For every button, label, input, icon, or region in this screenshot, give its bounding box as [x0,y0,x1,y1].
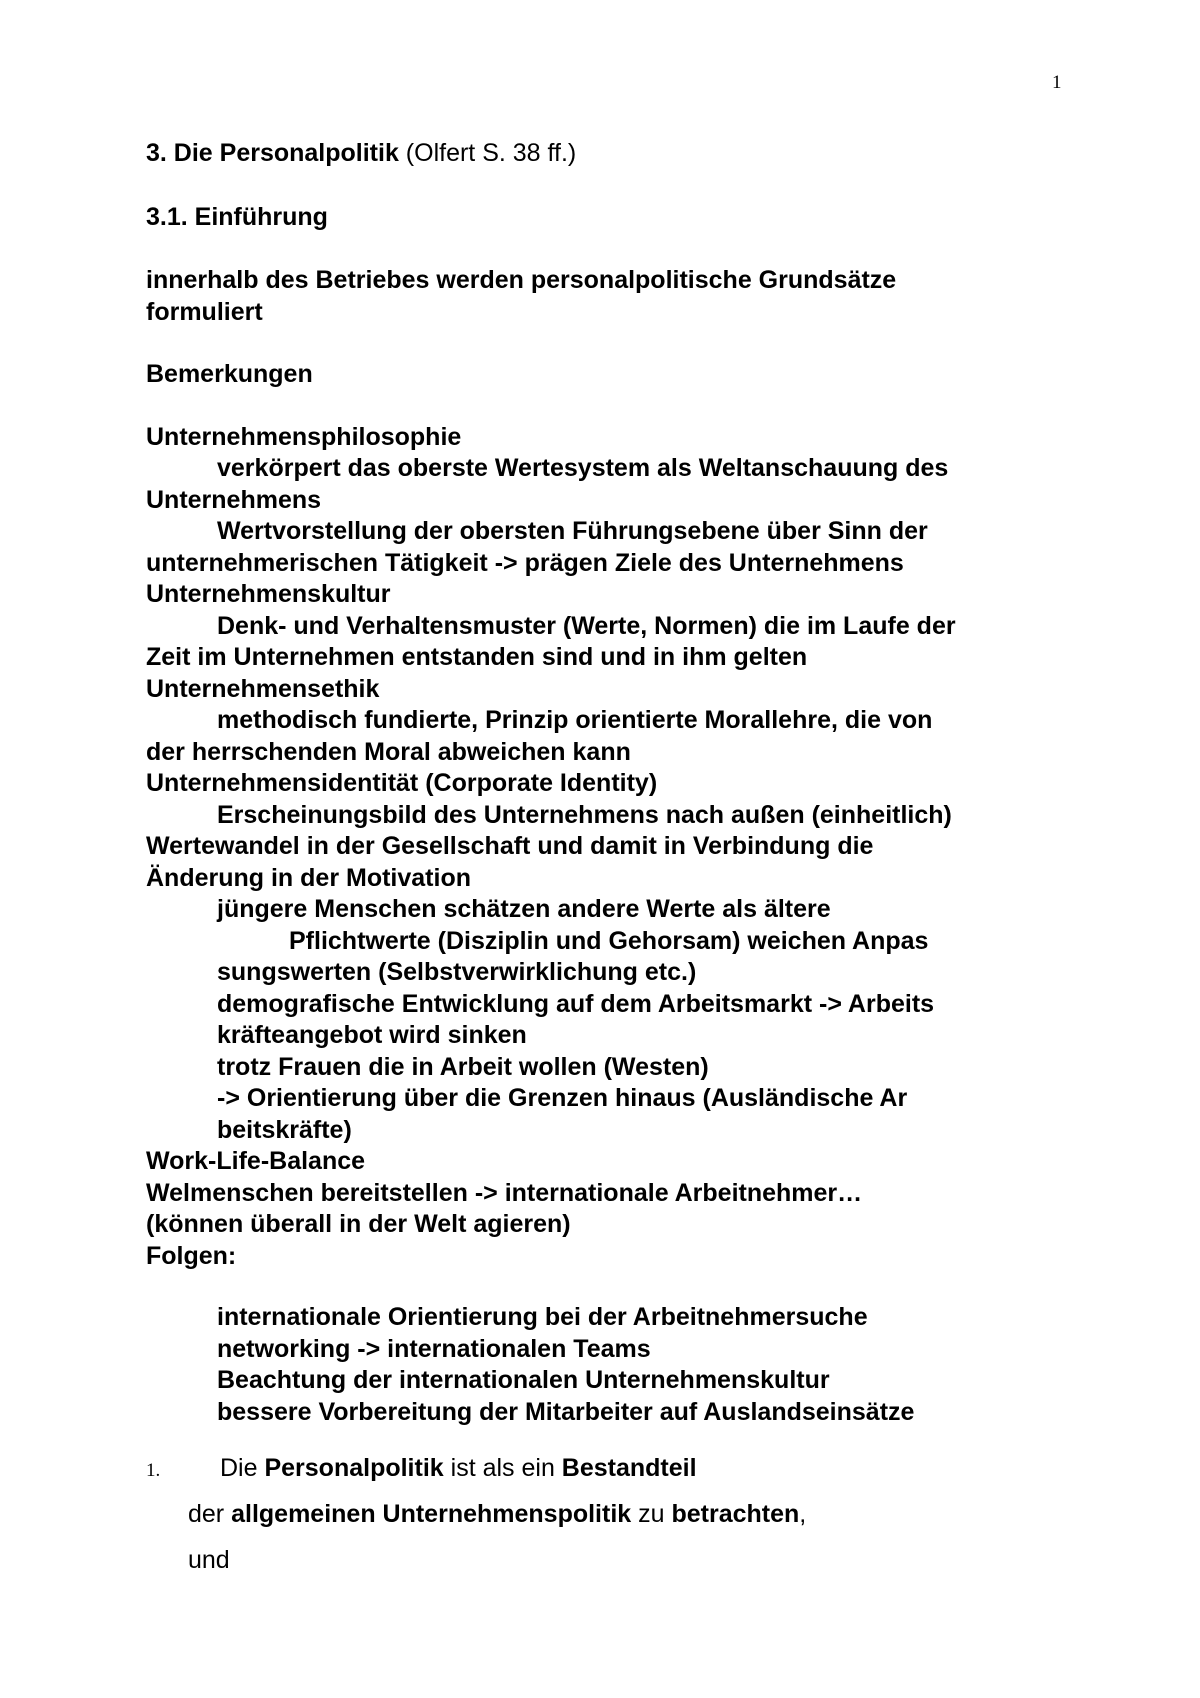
body-line: Unternehmenskultur [146,580,391,608]
body-line: (können überall in der Welt agieren) [146,1210,571,1238]
body-line: der herrschenden Moral abweichen kann [146,737,631,766]
body-line: Zeit im Unternehmen entstanden sind und in ihm gelten [146,643,808,671]
intro-line-1: innerhalb des Betriebes werden personalpolitische Grundsätze [146,266,897,294]
consequence-item: bessere Vorbereitung der Mitarbeiter auf Auslandseinsätze [217,1397,915,1426]
body-line: beitskräfte) [217,1115,352,1144]
body-line: sungswerten (Selbstverwirklichung etc.) [217,958,697,986]
text-run: der [188,1500,232,1528]
body-line: Wertvorstellung der obersten Führungsebene über Sinn der [217,517,928,545]
text-run: Die [220,1454,265,1482]
body-line: kräfteangebot wird sinken [217,1021,527,1049]
text-run: ist als ein [443,1454,562,1482]
consequence-item: networking -> internationalen Teams [217,1334,651,1363]
list-item-text [220,1454,697,1483]
text-run-bold: allgemeinen Unternehmenspolitik [231,1500,632,1528]
list-item-continuation [146,1500,1106,1546]
body-line: Denk- und Verhaltensmuster (Werte, Normen) die im Laufe der [217,611,956,640]
body-line: unternehmerischen Tätigkeit -> prägen Ziele des Unternehmens [146,548,904,577]
section-heading-title: 3. Die Personalpolitik [146,139,399,167]
text-run: zu [631,1500,672,1528]
intro-line-2: formuliert [146,297,263,326]
list-item [146,1454,1106,1500]
numbered-list [146,1454,1106,1592]
body-line: -> Orientierung über die Grenzen hinaus (Ausländische Ar [217,1084,908,1112]
body-line: Wertewandel in der Gesellschaft und damit in Verbindung die [146,832,874,860]
body-line: jüngere Menschen schätzen andere Werte als ältere [217,895,831,923]
body-line: Work-Life-Balance [146,1147,366,1175]
list-continuation-text [188,1500,806,1529]
list-continuation-text: und [188,1546,230,1574]
body-line: Erscheinungsbild des Unternehmens nach außen (einheitlich) [217,800,952,829]
body-line: Unternehmensidentität (Corporate Identity) [146,769,658,797]
text-run-bold: Bestandteil [561,1454,697,1482]
text-run: , [799,1500,807,1528]
list-number: 1. [146,1460,161,1481]
subsection-heading: 3.1. Einführung [146,202,328,231]
remarks-heading: Bemerkungen [146,360,313,388]
section-heading-source: (Olfert S. 38 ff.) [398,139,577,167]
body-line: Pflichtwerte (Disziplin und Gehorsam) weichen Anpas [289,926,929,955]
text-run-bold: betrachten [671,1500,800,1528]
body-line: Unternehmens [146,485,322,514]
body-line: demografische Entwicklung auf dem Arbeitsmarkt -> Arbeits [217,989,935,1018]
body-line: verkörpert das oberste Wertesystem als Weltanschauung des [217,454,949,482]
consequence-item: internationale Orientierung bei der Arbeitnehmersuche [217,1303,868,1331]
list-item-continuation [146,1546,1106,1592]
text-run-bold: Personalpolitik [264,1454,444,1482]
body-line: Unternehmensethik [146,674,380,703]
body-line: Änderung in der Motivation [146,863,471,892]
page-number: 1 [1052,72,1062,93]
body-line: trotz Frauen die in Arbeit wollen (Westen) [217,1052,709,1081]
body-line: Unternehmensphilosophie [146,422,462,451]
body-line: Folgen: [146,1241,237,1270]
section-heading [146,138,1106,170]
consequence-item: Beachtung der internationalen Unternehmenskultur [217,1366,830,1394]
document-body [146,138,1106,1428]
body-line: methodisch fundierte, Prinzip orientierte Morallehre, die von [217,706,933,734]
body-line: Welmenschen bereitstellen -> internationale Arbeitnehmer… [146,1178,863,1207]
